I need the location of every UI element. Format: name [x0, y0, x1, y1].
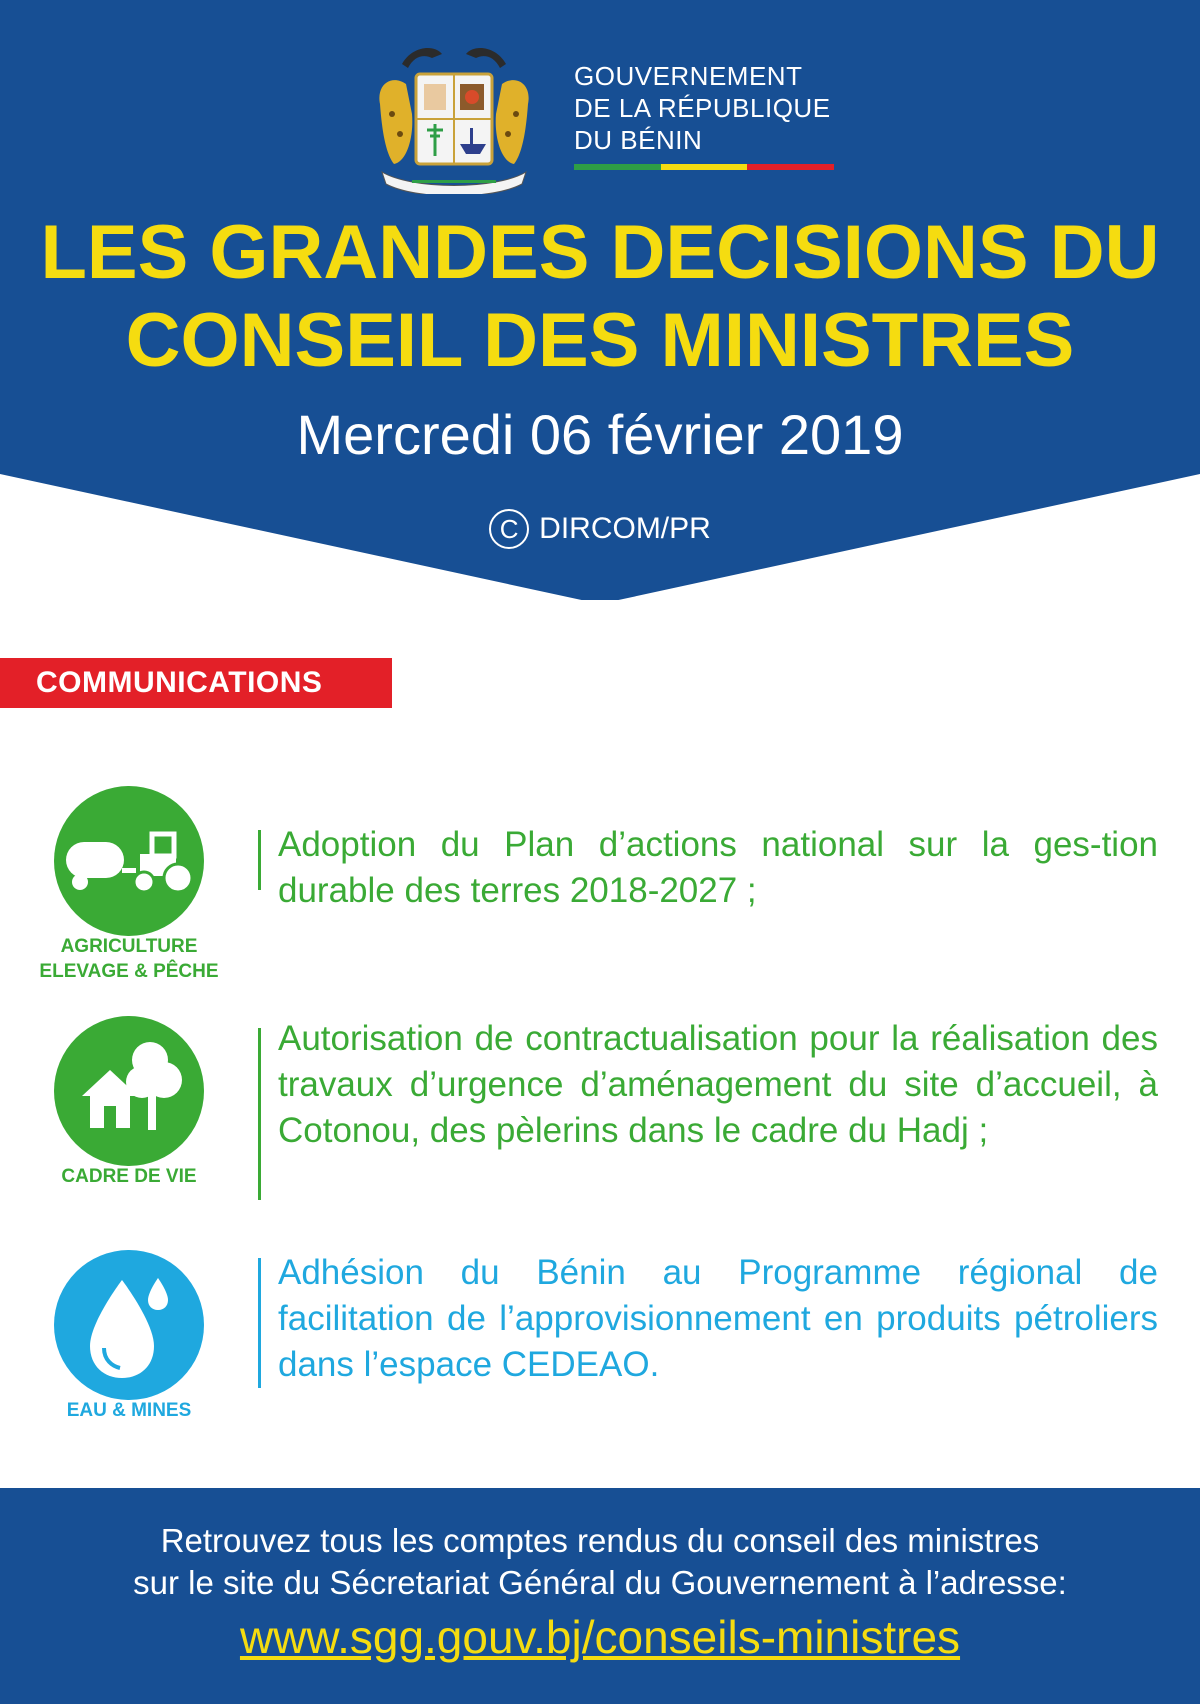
tractor-icon	[54, 786, 204, 936]
flag-yellow-segment	[661, 164, 748, 170]
footer-website-link[interactable]: www.sgg.gouv.bj/conseils-ministres	[239, 1611, 961, 1663]
gov-name-line3: DU BÉNIN	[574, 125, 703, 155]
decision-text: Adoption du Plan d’actions national sur la ges-tion durable des terres 2018-2027 ;	[278, 825, 1158, 910]
footer-line1: Retrouvez tous les comptes rendus du conseil des ministres	[160, 1522, 1040, 1559]
copyright-icon: C	[489, 509, 529, 549]
divider-bar	[258, 1028, 261, 1200]
flag-green-segment	[574, 164, 661, 170]
main-title-line2: CONSEIL DES MINISTRES	[125, 298, 1075, 383]
footer-line2: sur le site du Sécretariat Général du Gouvernement à l’adresse:	[133, 1564, 1067, 1601]
gov-name-line2: DE LA RÉPUBLIQUE	[574, 93, 831, 123]
main-title-line1: LES GRANDES DECISIONS DU	[40, 210, 1160, 295]
water-drop-icon	[54, 1250, 204, 1400]
gov-name-line1: GOUVERNEMENT	[574, 61, 803, 91]
divider-bar	[258, 830, 261, 890]
flag-color-bar	[574, 164, 834, 170]
flag-red-segment	[747, 164, 834, 170]
decision-text: Adhésion du Bénin au Programme régional de facilitation de l’approvisionnement en produits pétroliers dans l’espace CEDEAO.	[278, 1253, 1158, 1384]
house-tree-icon	[54, 1016, 204, 1166]
category-line2: ELEVAGE & PÊCHE	[39, 961, 219, 982]
category-label-cadre-de-vie	[20, 1164, 238, 1189]
divider-bar	[258, 1258, 261, 1388]
credit-text: DIRCOM/PR	[539, 512, 711, 546]
government-name	[574, 60, 831, 156]
decision-text: Autorisation de contractualisation pour la réalisation des travaux d’urgence d’aménagement du site d’accueil, à Cotonou, des pèlerins dans le cadre du Hadj ;	[278, 1019, 1158, 1150]
category-line1: CADRE DE VIE	[61, 1166, 197, 1187]
category-label-eau-mines	[20, 1398, 238, 1423]
meeting-date: Mercredi 06 février 2019	[296, 403, 904, 466]
coat-of-arms-logo	[372, 44, 536, 194]
footer-text	[0, 1520, 1200, 1604]
category-line1: EAU & MINES	[66, 1400, 192, 1421]
credit-line	[0, 508, 1200, 549]
category-label-agriculture	[20, 934, 238, 984]
category-line1: AGRICULTURE	[60, 936, 198, 957]
section-label-communications: COMMUNICATIONS	[0, 658, 392, 708]
